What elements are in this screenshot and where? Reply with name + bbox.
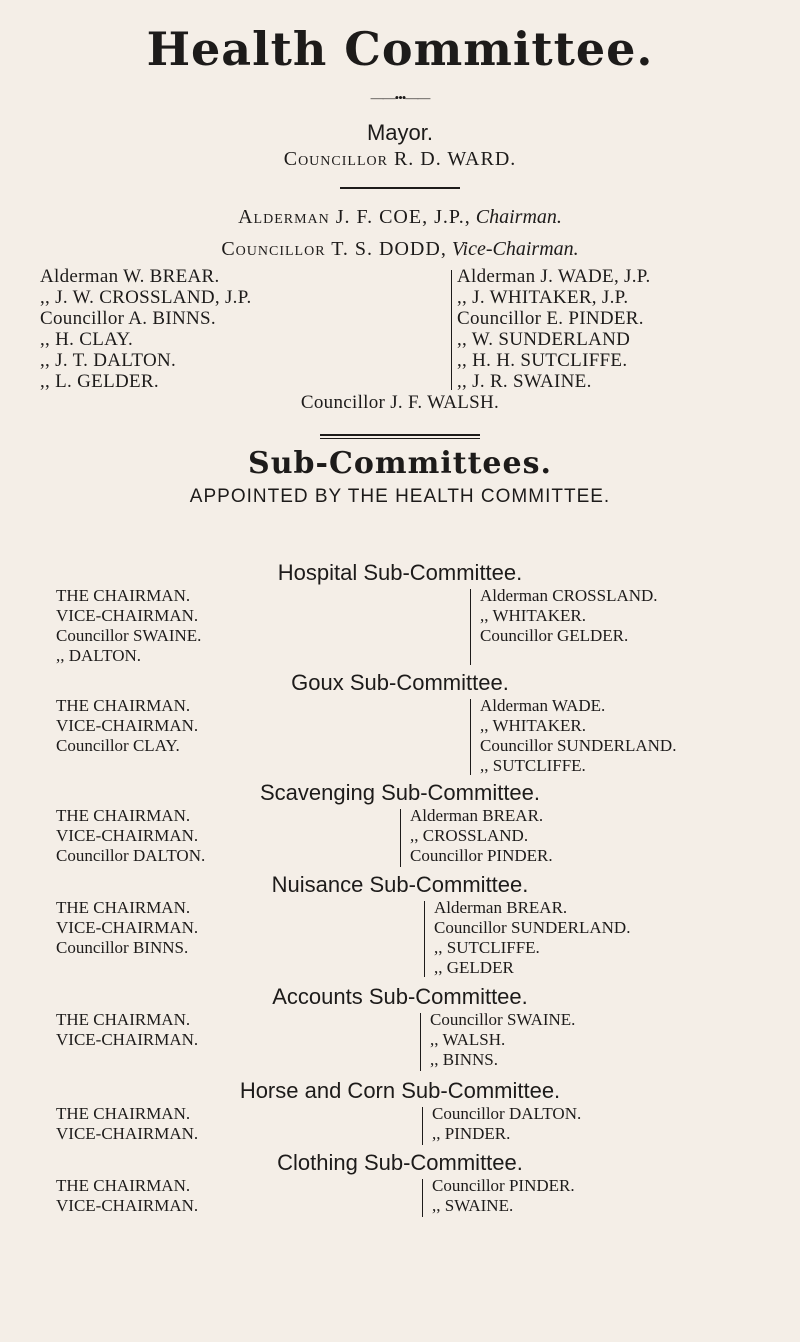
member-line: THE CHAIRMAN. xyxy=(56,586,191,605)
subcommittee-left xyxy=(56,1010,198,1050)
member-line: ,, J. T. DALTON. xyxy=(40,350,177,371)
members-left xyxy=(40,266,440,392)
subcommittee-divider xyxy=(470,699,471,775)
subcommittee-left xyxy=(56,806,205,866)
subcommittee-title: Goux Sub-Committee. xyxy=(291,670,509,695)
member-line: ,, SUTCLIFFE. xyxy=(480,756,586,775)
member-line: Alderman J. WADE, J.P. xyxy=(457,266,651,287)
member-line: ,, J. R. SWAINE. xyxy=(457,371,592,392)
member-line: Councillor SWAINE. xyxy=(56,626,202,645)
chairman-line xyxy=(0,206,800,229)
member-line: ,, H. H. SUTCLIFFE. xyxy=(457,350,628,371)
mayor-heading: Mayor. xyxy=(366,120,434,145)
member-line: THE CHAIRMAN. xyxy=(56,1176,191,1195)
rule-2b xyxy=(320,438,480,439)
member-line: Councillor CLAY. xyxy=(56,736,180,755)
rule-2 xyxy=(320,434,480,436)
subcommittee-title: Clothing Sub-Committee. xyxy=(277,1150,523,1175)
member-line: Councillor SWAINE. xyxy=(430,1010,576,1029)
subcommittee-right xyxy=(480,696,676,776)
member-line: VICE-CHAIRMAN. xyxy=(56,606,199,625)
subcommittee-left xyxy=(56,586,201,666)
member-last: Councillor J. F. WALSH. xyxy=(300,392,500,413)
subcommittee-title: Hospital Sub-Committee. xyxy=(277,560,523,585)
member-line: THE CHAIRMAN. xyxy=(56,898,191,917)
member-line: ,, CROSSLAND. xyxy=(410,826,529,845)
subcommittee-divider xyxy=(424,901,425,977)
member-line: Councillor SUNDERLAND. xyxy=(480,736,677,755)
member-line: Councillor DALTON. xyxy=(56,846,206,865)
member-line: Councillor A. BINNS. xyxy=(40,308,216,329)
member-line: VICE-CHAIRMAN. xyxy=(56,826,199,845)
member-line: ,, WALSH. xyxy=(430,1030,506,1049)
subcommittee-divider xyxy=(470,589,471,665)
member-line: ,, L. GELDER. xyxy=(40,371,159,392)
members-divider xyxy=(451,270,452,390)
subcommittee-right xyxy=(410,806,553,866)
members-right xyxy=(457,266,797,392)
member-line: Alderman W. BREAR. xyxy=(40,266,220,287)
member-line: Councillor E. PINDER. xyxy=(457,308,644,329)
subcommittees-heading: Sub-Committees. xyxy=(248,446,552,481)
subcommittee-left xyxy=(56,696,198,756)
member-line: Councillor PINDER. xyxy=(432,1176,575,1195)
member-line: Alderman WADE. xyxy=(480,696,606,715)
subcommittee-title: Nuisance Sub-Committee. xyxy=(271,872,529,897)
member-line: THE CHAIRMAN. xyxy=(56,1104,191,1123)
page-title: Health Committee. xyxy=(146,22,654,76)
member-line: ,, SUTCLIFFE. xyxy=(434,938,540,957)
member-line: Councillor DALTON. xyxy=(432,1104,582,1123)
subcommittee-left xyxy=(56,1176,198,1216)
member-line: ,, J. WHITAKER, J.P. xyxy=(457,287,629,308)
subcommittee-divider xyxy=(422,1107,423,1145)
member-line: Councillor PINDER. xyxy=(410,846,553,865)
member-line: ,, J. W. CROSSLAND, J.P. xyxy=(40,287,252,308)
member-line: ,, PINDER. xyxy=(432,1124,511,1143)
member-line: ,, DALTON. xyxy=(56,646,142,665)
member-line: Councillor GELDER. xyxy=(480,626,629,645)
member-line: ,, WHITAKER. xyxy=(480,606,586,625)
member-line: ,, GELDER xyxy=(434,958,514,977)
subcommittee-left xyxy=(56,1104,198,1144)
member-line: Alderman CROSSLAND. xyxy=(480,586,658,605)
vice-chairman-role: Vice-Chairman. xyxy=(451,238,579,260)
subcommittee-divider xyxy=(400,809,401,867)
subcommittee-right xyxy=(434,898,630,978)
subcommittee-right xyxy=(432,1176,575,1216)
subcommittee-divider xyxy=(422,1179,423,1217)
member-line: ,, BINNS. xyxy=(430,1050,499,1069)
member-line: Councillor BINNS. xyxy=(56,938,189,957)
subcommittee-left xyxy=(56,898,198,958)
vice-chairman-line xyxy=(0,238,800,261)
member-line: VICE-CHAIRMAN. xyxy=(56,1196,199,1215)
member-line: ,, SWAINE. xyxy=(432,1196,514,1215)
subcommittee-right xyxy=(432,1104,581,1144)
member-line: VICE-CHAIRMAN. xyxy=(56,918,199,937)
member-line: ,, W. SUNDERLAND xyxy=(457,329,631,350)
member-line: THE CHAIRMAN. xyxy=(56,696,191,715)
chairman-name: Alderman J. F. COE, J.P., xyxy=(238,206,471,228)
subcommittee-divider xyxy=(420,1013,421,1071)
subcommittee-title: Horse and Corn Sub-Committee. xyxy=(239,1078,561,1103)
member-line: ,, WHITAKER. xyxy=(480,716,586,735)
appointed-by: APPOINTED BY THE HEALTH COMMITTEE. xyxy=(189,486,611,507)
mayor-name: Councillor R. D. WARD. xyxy=(283,148,517,170)
member-line: VICE-CHAIRMAN. xyxy=(56,1124,199,1143)
chairman-role: Chairman. xyxy=(475,206,562,228)
ornament-divider: ——•••—— xyxy=(370,90,430,105)
member-line: Alderman BREAR. xyxy=(434,898,568,917)
member-line: Councillor SUNDERLAND. xyxy=(434,918,631,937)
member-line: THE CHAIRMAN. xyxy=(56,1010,191,1029)
subcommittee-right xyxy=(480,586,658,646)
subcommittee-title: Accounts Sub-Committee. xyxy=(272,984,528,1009)
member-line: THE CHAIRMAN. xyxy=(56,806,191,825)
member-line: Alderman BREAR. xyxy=(410,806,544,825)
subcommittee-title: Scavenging Sub-Committee. xyxy=(259,780,541,805)
member-line: VICE-CHAIRMAN. xyxy=(56,716,199,735)
rule-1 xyxy=(340,187,460,189)
member-line: ,, H. CLAY. xyxy=(40,329,134,350)
vice-chairman-name: Councillor T. S. DODD, xyxy=(221,238,447,260)
subcommittee-right xyxy=(430,1010,575,1070)
member-line: VICE-CHAIRMAN. xyxy=(56,1030,199,1049)
